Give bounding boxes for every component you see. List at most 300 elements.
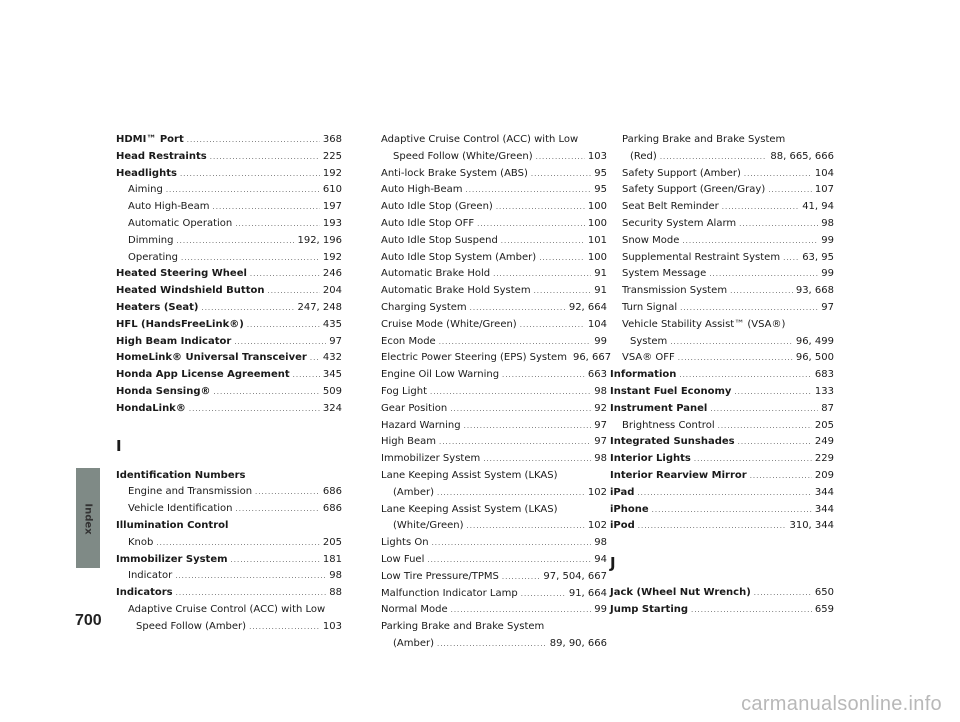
index-entry-term: Safety Support (Amber) — [622, 167, 741, 179]
index-entry-term: Security System Alarm — [622, 217, 737, 229]
index-entry-term: Vehicle Identification — [128, 503, 233, 515]
index-entry-term: Operating — [128, 251, 178, 263]
index-column-3 — [610, 132, 834, 619]
dot-leader — [236, 501, 320, 518]
index-entry-term: Headlights — [116, 167, 177, 179]
index-list-j — [610, 585, 834, 619]
index-entry — [610, 266, 834, 283]
index-entry-page[interactable]: 91, 664 — [568, 587, 607, 599]
index-entry-term: HondaLink® — [116, 402, 186, 414]
index-entry — [381, 233, 607, 250]
index-entry — [381, 350, 612, 367]
index-entry — [116, 585, 342, 602]
index-entry — [381, 602, 607, 619]
dot-leader — [249, 619, 320, 636]
dot-leader — [754, 585, 812, 602]
dot-leader — [156, 535, 320, 552]
index-entry — [381, 283, 607, 300]
index-entry-page[interactable]: 247, 248 — [297, 301, 342, 313]
index-entry-term: High Beam — [381, 436, 437, 448]
index-entry-term: Heated Steering Wheel — [116, 268, 247, 280]
dot-leader — [255, 484, 320, 501]
index-entry — [381, 149, 607, 166]
index-entry-page[interactable]: 229 — [814, 453, 834, 465]
index-entry — [610, 518, 834, 535]
index-entry-term: Immobilizer System — [116, 553, 228, 565]
index-entry — [116, 484, 342, 501]
dot-leader — [210, 149, 320, 166]
index-entry-page[interactable]: 509 — [322, 385, 342, 397]
index-entry-term: Auto High-Beam — [128, 201, 210, 213]
index-entry-page[interactable]: 89, 90, 666 — [549, 637, 607, 649]
section-label: Index — [82, 503, 94, 535]
dot-leader — [678, 350, 793, 367]
index-entry-page[interactable]: 41, 94 — [802, 201, 834, 213]
index-entry-page[interactable]: 97 — [821, 301, 834, 313]
index-entry-page[interactable]: 92, 664 — [568, 301, 607, 313]
index-entry — [381, 485, 607, 502]
dot-leader — [670, 334, 793, 351]
index-entry-term: Immobilizer System — [381, 453, 481, 465]
dot-leader — [691, 602, 812, 619]
index-entry-page[interactable]: 344 — [814, 503, 834, 515]
dot-leader — [520, 317, 585, 334]
index-entry-page[interactable]: 663 — [587, 369, 607, 381]
index-entry-page[interactable]: 104 — [814, 167, 834, 179]
index-entry-term: Speed Follow (White/Green) — [393, 150, 533, 162]
dot-leader — [189, 401, 320, 418]
index-entry-page[interactable]: 659 — [814, 603, 834, 615]
index-entry — [116, 266, 342, 283]
index-entry-page[interactable]: 91 — [594, 268, 607, 280]
index-entry — [610, 602, 834, 619]
dot-leader — [739, 216, 818, 233]
index-entry-page[interactable]: 98 — [821, 217, 834, 229]
dot-leader — [235, 216, 320, 233]
dot-leader — [680, 300, 818, 317]
index-entry — [381, 418, 607, 435]
index-entry-page[interactable]: 98 — [594, 453, 607, 465]
index-entry-term: HDMI™ Port — [116, 134, 184, 145]
index-entry — [381, 300, 607, 317]
index-entry — [610, 451, 834, 468]
index-entry-page[interactable]: 88, 665, 666 — [770, 150, 834, 162]
index-entry — [381, 518, 607, 535]
index-entry — [610, 468, 834, 485]
index-entry — [381, 317, 607, 334]
index-entry-term: Automatic Brake Hold System — [381, 285, 531, 297]
index-entry-page[interactable]: 650 — [814, 587, 834, 599]
index-entry-term: High Beam Indicator — [116, 335, 232, 347]
dot-leader — [430, 384, 591, 401]
dot-leader — [175, 568, 326, 585]
index-entry-term: (White/Green) — [393, 520, 464, 532]
index-entry-term: Lights On — [381, 537, 429, 549]
index-entry — [610, 250, 834, 267]
dot-leader — [466, 182, 592, 199]
index-entry — [381, 552, 607, 569]
index-entry-page[interactable]: 102 — [587, 520, 607, 532]
index-entry-term: System Message — [622, 268, 707, 280]
dot-leader — [201, 300, 294, 317]
index-entry — [116, 317, 342, 334]
letter-heading-j: J — [610, 554, 616, 573]
index-entry-page[interactable]: 87 — [821, 402, 834, 414]
index-entry-term: Anti-lock Brake System (ABS) — [381, 167, 528, 179]
index-list-indicators — [381, 132, 612, 653]
index-entry — [116, 501, 342, 518]
index-entry-page[interactable]: 100 — [587, 201, 607, 213]
dot-leader — [166, 182, 320, 199]
dot-leader — [450, 401, 591, 418]
index-entry-page[interactable]: 100 — [587, 251, 607, 263]
index-entry-page[interactable]: 97 — [329, 335, 342, 347]
index-entry-page[interactable]: 95 — [594, 167, 607, 179]
index-entry — [116, 350, 342, 367]
index-entry-term: (Amber) — [393, 637, 434, 649]
index-entry-page[interactable]: 368 — [322, 134, 342, 145]
index-list-h — [116, 132, 342, 418]
index-entry-page[interactable]: 435 — [322, 318, 342, 330]
dot-leader — [467, 518, 585, 535]
index-entry-page[interactable]: 192, 196 — [297, 234, 342, 246]
dot-leader — [213, 199, 320, 216]
dot-leader — [231, 552, 320, 569]
dot-leader — [451, 602, 592, 619]
index-entry-page[interactable]: 205 — [814, 419, 834, 431]
dot-leader — [267, 283, 319, 300]
index-entry — [381, 182, 607, 199]
index-entry-term: HFL (HandsFreeLink®) — [116, 318, 244, 330]
index-entry — [381, 586, 607, 603]
index-entry — [116, 199, 342, 216]
dot-leader — [439, 434, 591, 451]
index-entry-page[interactable]: 209 — [814, 469, 834, 481]
dot-leader — [534, 283, 592, 300]
index-entry — [610, 585, 834, 602]
index-heading-entry: Parking Brake and Brake System — [622, 134, 786, 145]
dot-leader — [783, 250, 799, 267]
index-entry — [381, 266, 607, 283]
index-entry — [610, 182, 834, 199]
index-entry-term: Auto Idle Stop OFF — [381, 217, 475, 229]
index-entry-term: iPad — [610, 486, 635, 498]
index-entry-page[interactable]: 98 — [329, 570, 342, 582]
index-entry — [116, 182, 342, 199]
index-entry-page[interactable]: 96, 500 — [795, 352, 834, 364]
dot-leader — [250, 266, 320, 283]
index-entry-page[interactable]: 97 — [594, 436, 607, 448]
index-entry-page[interactable]: 96, 667 — [572, 352, 612, 364]
dot-leader — [214, 384, 320, 401]
index-column-1 — [116, 132, 342, 636]
index-entry-term: VSA® OFF — [622, 352, 675, 364]
index-entry-term: Seat Belt Reminder — [622, 201, 719, 213]
index-entry — [610, 401, 834, 418]
index-entry-term: HomeLink® Universal Transceiver — [116, 352, 307, 364]
dot-leader — [437, 636, 547, 653]
index-entry-page[interactable]: 100 — [587, 217, 607, 229]
index-entry-page[interactable]: 93, 668 — [795, 285, 834, 297]
index-entry-page[interactable]: 133 — [814, 385, 834, 397]
index-entry-page[interactable]: 225 — [322, 150, 342, 162]
index-entry — [381, 569, 607, 586]
index-entry — [116, 233, 342, 250]
dot-leader — [536, 149, 585, 166]
index-entry-term: Auto Idle Stop System (Amber) — [381, 251, 537, 263]
index-heading-entry: Identification Numbers — [116, 469, 246, 481]
index-entry — [381, 250, 607, 267]
index-entry-term: System — [630, 335, 668, 347]
index-entry-term: Instant Fuel Economy — [610, 385, 732, 397]
dot-leader — [738, 434, 812, 451]
dot-leader — [293, 367, 320, 384]
dot-leader — [437, 485, 585, 502]
dot-leader — [234, 334, 326, 351]
index-entry-page[interactable]: 97 — [594, 419, 607, 431]
dot-leader — [176, 233, 294, 250]
index-entry-term: Jump Starting — [610, 603, 689, 615]
index-entry-term: Low Tire Pressure/TPMS — [381, 570, 499, 582]
dot-leader — [734, 384, 812, 401]
index-entry-term: Automatic Brake Hold — [381, 268, 491, 280]
index-entry-page[interactable]: 192 — [322, 167, 342, 179]
dot-leader — [181, 250, 320, 267]
index-entry — [381, 216, 607, 233]
index-entry-term: Auto Idle Stop Suspend — [381, 234, 498, 246]
index-entry — [610, 418, 834, 435]
index-entry — [116, 367, 342, 384]
index-entry-term: Knob — [128, 536, 154, 548]
index-entry — [610, 199, 834, 216]
page-number: 700 — [75, 612, 102, 629]
dot-leader — [501, 233, 585, 250]
index-entry-page[interactable]: 103 — [322, 620, 342, 632]
index-entry-page[interactable]: 686 — [322, 503, 342, 515]
index-entry-term: Integrated Sunshades — [610, 436, 735, 448]
index-entry-term: Interior Lights — [610, 453, 691, 465]
dot-leader — [718, 418, 812, 435]
dot-leader — [493, 266, 591, 283]
index-entry-term: Cruise Mode (White/Green) — [381, 318, 517, 330]
index-entry-page[interactable]: 249 — [814, 436, 834, 448]
index-entry-term: Turn Signal — [622, 301, 678, 313]
index-entry — [610, 334, 834, 351]
index-entry-page[interactable]: 683 — [814, 369, 834, 381]
index-entry — [610, 367, 834, 384]
index-entry-page[interactable]: 107 — [814, 184, 834, 196]
index-heading-entry: Parking Brake and Brake System — [381, 621, 545, 633]
letter-heading-i: I — [116, 436, 122, 455]
dot-leader — [477, 216, 585, 233]
index-entry-page[interactable]: 204 — [322, 285, 342, 297]
index-entry-page[interactable]: 102 — [587, 486, 607, 498]
index-heading-entry: Adaptive Cruise Control (ACC) with Low — [128, 603, 326, 615]
index-entry-page[interactable]: 99 — [821, 234, 834, 246]
dot-leader — [496, 199, 585, 216]
index-entry — [116, 552, 342, 569]
index-entry-term: Malfunction Indicator Lamp — [381, 587, 518, 599]
index-entry-page[interactable]: 96, 499 — [795, 335, 834, 347]
index-entry-page[interactable]: 344 — [814, 486, 834, 498]
index-entry-page[interactable]: 432 — [322, 352, 342, 364]
index-entry-term: iPhone — [610, 503, 649, 515]
index-entry-term: Auto Idle Stop (Green) — [381, 201, 493, 213]
index-entry-term: Instrument Panel — [610, 402, 708, 414]
index-entry-term: Dimming — [128, 234, 174, 246]
index-entry-page[interactable]: 181 — [322, 553, 342, 565]
index-entry-term: Brightness Control — [622, 419, 715, 431]
dot-leader — [439, 334, 592, 351]
index-entry-page[interactable]: 98 — [594, 385, 607, 397]
index-entry-page[interactable]: 99 — [821, 268, 834, 280]
index-entry-page[interactable]: 101 — [587, 234, 607, 246]
index-entry — [381, 334, 607, 351]
index-entry-page[interactable]: 205 — [322, 536, 342, 548]
index-entry-page[interactable]: 97, 504, 667 — [543, 570, 607, 582]
index-entry — [116, 216, 342, 233]
dot-leader — [427, 552, 591, 569]
dot-leader — [768, 182, 812, 199]
index-entry-page[interactable]: 345 — [322, 369, 342, 381]
index-heading-entry: Vehicle Stability Assist™ (VSA®) — [622, 318, 786, 330]
index-entry-term: Information — [610, 369, 677, 381]
index-entry-page[interactable]: 98 — [594, 537, 607, 549]
index-entry-term: iPod — [610, 520, 635, 532]
index-heading-entry: Lane Keeping Assist System (LKAS) — [381, 503, 558, 515]
index-entry — [381, 401, 607, 418]
dot-leader — [750, 468, 812, 485]
index-entry-term: (Red) — [630, 150, 657, 162]
index-entry-page[interactable]: 99 — [594, 335, 607, 347]
index-entry-page[interactable]: 99 — [594, 604, 607, 616]
index-entry-term: Speed Follow (Amber) — [136, 620, 247, 632]
dot-leader — [660, 149, 768, 166]
index-entry-term: Indicators — [116, 587, 173, 599]
index-entry-page[interactable]: 193 — [322, 217, 342, 229]
index-entry-term: Interior Rearview Mirror — [610, 469, 747, 481]
index-entry — [610, 149, 834, 166]
index-entry-page[interactable]: 197 — [322, 201, 342, 213]
index-entry — [610, 502, 834, 519]
dot-leader — [652, 502, 812, 519]
index-entry-page[interactable]: 92 — [594, 402, 607, 414]
index-entry — [381, 434, 607, 451]
index-entry-term: Heated Windshield Button — [116, 285, 265, 297]
index-entry — [610, 216, 834, 233]
index-entry-term: Electric Power Steering (EPS) System — [381, 352, 567, 364]
index-entry-term: Supplemental Restraint System — [622, 251, 781, 263]
index-entry-term: Transmission System — [622, 285, 728, 297]
dot-leader — [502, 367, 585, 384]
dot-leader — [709, 266, 818, 283]
index-entry-page[interactable]: 103 — [587, 150, 607, 162]
index-entry — [116, 401, 342, 418]
index-entry-page[interactable]: 104 — [587, 318, 607, 330]
dot-leader — [637, 485, 812, 502]
index-entry-term: Normal Mode — [381, 604, 448, 616]
index-entry-term: Auto High-Beam — [381, 184, 463, 196]
index-entry-page[interactable]: 192 — [322, 251, 342, 263]
index-entry-page[interactable]: 610 — [322, 184, 342, 196]
index-entry — [116, 283, 342, 300]
dot-leader — [531, 166, 591, 183]
index-entry — [116, 619, 342, 636]
index-entry — [381, 535, 607, 552]
index-entry-term: Heaters (Seat) — [116, 301, 199, 313]
index-entry-term: Charging System — [381, 301, 467, 313]
index-entry — [116, 166, 342, 183]
index-entry-page[interactable]: 324 — [322, 402, 342, 414]
index-entry-term: Honda App License Agreement — [116, 369, 290, 381]
index-entry-page[interactable]: 63, 95 — [802, 251, 834, 263]
dot-leader — [176, 585, 327, 602]
index-entry — [381, 636, 607, 653]
dot-leader — [682, 233, 818, 250]
index-entry — [116, 300, 342, 317]
index-entry-term: Automatic Operation — [128, 217, 233, 229]
index-entry-page[interactable]: 91 — [594, 285, 607, 297]
index-entry-term: Low Fuel — [381, 553, 425, 565]
index-entry — [610, 434, 834, 451]
index-entry — [610, 384, 834, 401]
index-column-2 — [381, 132, 612, 653]
index-entry — [116, 132, 342, 149]
index-entry-term: Safety Support (Green/Gray) — [622, 184, 766, 196]
index-entry — [381, 199, 607, 216]
index-entry — [381, 166, 607, 183]
index-entry-term: Jack (Wheel Nut Wrench) — [610, 587, 751, 599]
dot-leader — [521, 586, 566, 603]
index-heading-entry: Lane Keeping Assist System (LKAS) — [381, 469, 558, 481]
index-entry — [116, 334, 342, 351]
index-entry-page[interactable]: 95 — [594, 184, 607, 196]
dot-leader — [694, 451, 812, 468]
index-entry — [610, 350, 834, 367]
index-entry-term: Honda Sensing® — [116, 385, 211, 397]
dot-leader — [744, 166, 812, 183]
dot-leader — [679, 367, 812, 384]
index-entry — [116, 568, 342, 585]
index-entry — [381, 384, 607, 401]
dot-leader — [722, 199, 799, 216]
index-entry-page[interactable]: 94 — [594, 553, 607, 565]
dot-leader — [180, 166, 320, 183]
index-list-i — [116, 468, 342, 636]
index-entry-page[interactable]: 686 — [322, 486, 342, 498]
index-entry — [116, 149, 342, 166]
index-entry — [610, 233, 834, 250]
index-entry-page[interactable]: 310, 344 — [789, 520, 834, 532]
dot-leader — [539, 250, 585, 267]
index-entry-term: Econ Mode — [381, 335, 436, 347]
index-entry-page[interactable]: 246 — [322, 268, 342, 280]
index-entry — [116, 535, 342, 552]
dot-leader — [464, 418, 592, 435]
index-entry — [610, 283, 834, 300]
index-entry — [116, 384, 342, 401]
dot-leader — [432, 535, 592, 552]
index-entry-term: Engine Oil Low Warning — [381, 369, 500, 381]
dot-leader — [710, 401, 818, 418]
dot-leader — [247, 317, 320, 334]
index-entry-page[interactable]: 88 — [329, 587, 342, 599]
index-entry-term: Snow Mode — [622, 234, 680, 246]
dot-leader — [638, 518, 787, 535]
index-entry-term: Engine and Transmission — [128, 486, 253, 498]
dot-leader — [502, 569, 541, 586]
index-entry-term: Gear Position — [381, 402, 448, 414]
